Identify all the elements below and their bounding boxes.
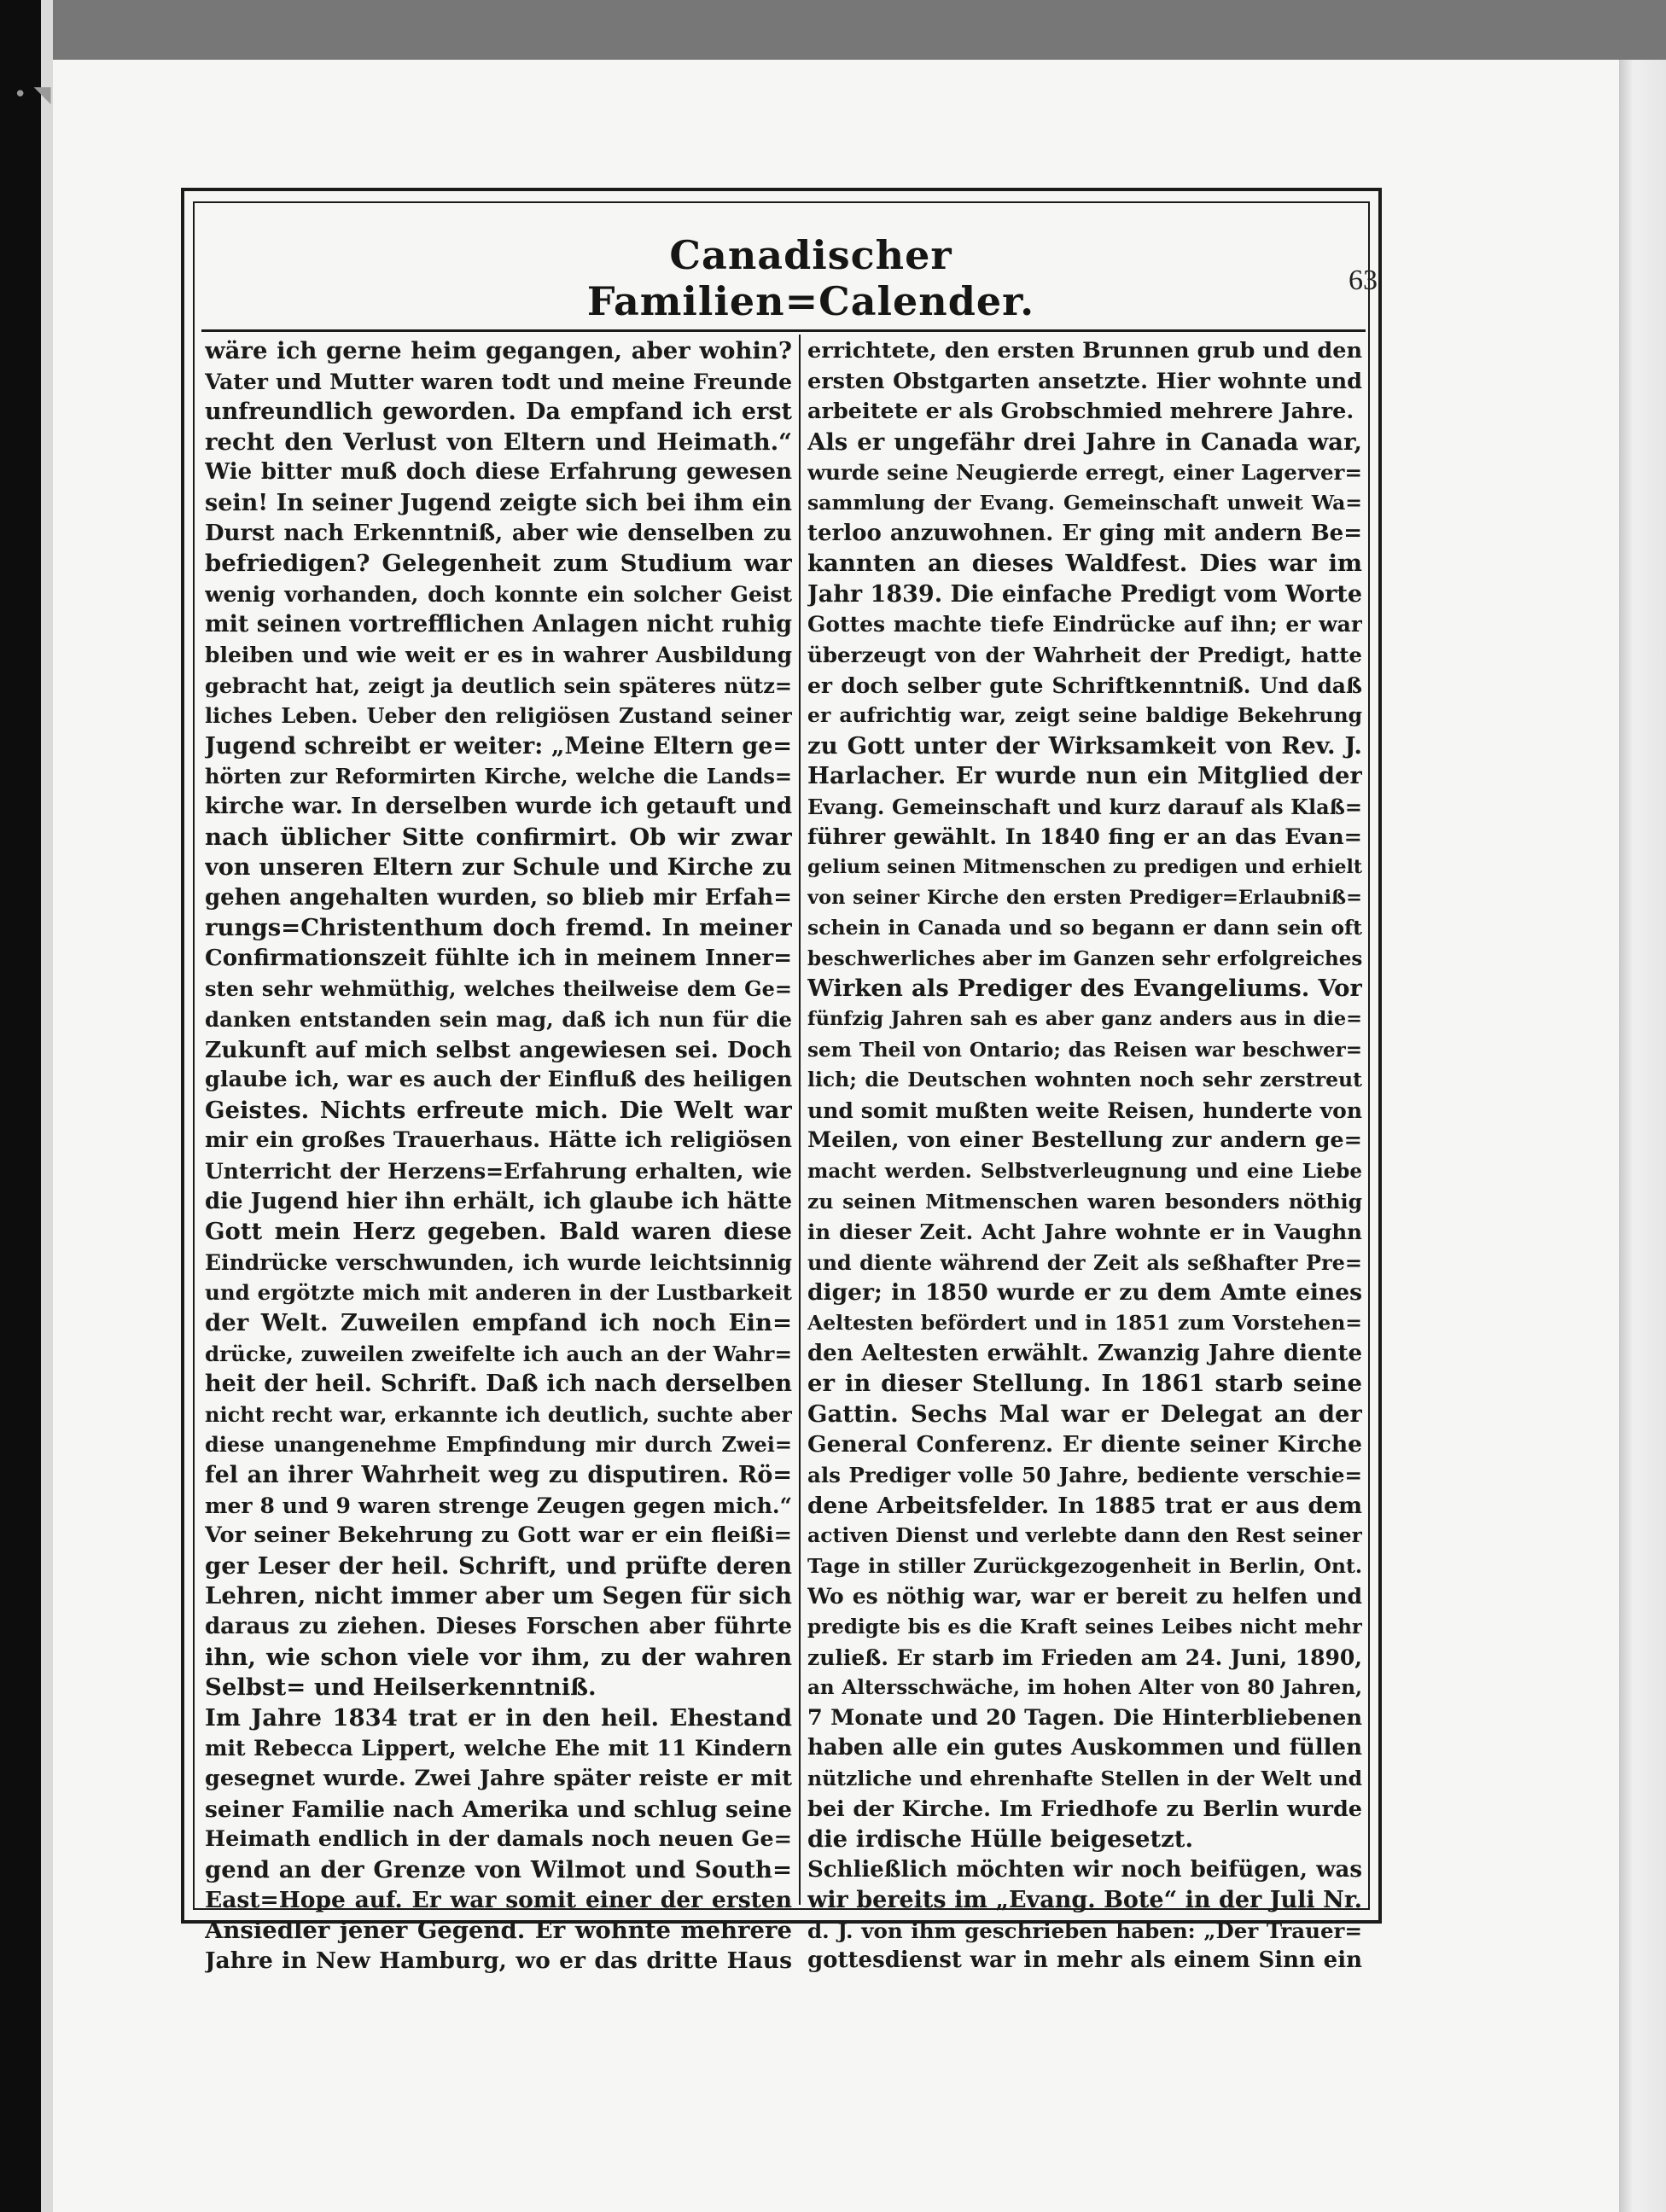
text-line: Wirken als Prediger des Evangeliums. Vor [807, 975, 1362, 1003]
text-line: bleiben und wie weit er es in wahrer Ausbildung [205, 642, 792, 667]
text-line: zu seinen Mitmenschen waren besonders nöthig [807, 1189, 1362, 1214]
text-line: diese unangenehme Empfindung mir durch Zwei= [205, 1432, 792, 1458]
text-line: als Prediger volle 50 Jahre, bediente verschie= [807, 1462, 1362, 1487]
scan-background-top [53, 0, 1666, 60]
text-line: recht den Verlust von Eltern und Heimath.“ [205, 428, 792, 456]
text-line: bei der Kirche. Im Friedhofe zu Berlin wurde [807, 1796, 1362, 1822]
text-line: terloo anzuwohnen. Er ging mit andern Be= [807, 520, 1362, 546]
text-line: gehen angehalten wurden, so blieb mir Erfah= [205, 884, 792, 911]
text-line: heit der heil. Schrift. Daß ich nach derselben [205, 1371, 792, 1398]
text-line: errichtete, den ersten Brunnen grub und den [807, 338, 1362, 364]
text-line: activen Dienst und verlebte dann den Rest seiner [807, 1523, 1362, 1548]
text-line: East=Hope auf. Er war somit einer der ersten [205, 1887, 792, 1914]
text-line: rungs=Christenthum doch fremd. In meiner [205, 914, 792, 942]
text-line: Selbst= und Heilserkenntniß. [205, 1674, 597, 1702]
text-line: die irdische Hülle beigesetzt. [807, 1825, 1194, 1854]
text-line: Aeltesten befördert und in 1851 zum Vorstehen= [807, 1311, 1362, 1335]
text-line: gend an der Grenze von Wilmot und South= [205, 1855, 792, 1883]
text-line: überzeugt von der Wahrheit der Predigt, hatte [807, 642, 1362, 667]
text-line: Meilen, von einer Bestellung zur andern ge= [807, 1127, 1362, 1154]
text-line: arbeitete er als Grobschmied mehrere Jahre. [807, 399, 1354, 425]
text-line: Wo es nöthig war, war er bereit zu helfen und [807, 1584, 1362, 1610]
text-line: Durst nach Erkenntniß, aber wie denselben zu [205, 520, 792, 546]
text-line: die Jugend hier ihn erhält, ich glaube ich hätte [205, 1188, 792, 1214]
text-line: Vater und Mutter waren todt und meine Freunde [205, 369, 792, 394]
text-line: ger Leser der heil. Schrift, und prüfte deren [205, 1551, 792, 1580]
text-line: gebracht hat, zeigt ja deutlich sein späteres nütz= [205, 672, 792, 698]
text-line: Zukunft auf mich selbst angewiesen sei. Doch [205, 1036, 792, 1063]
text-line: liches Leben. Ueber den religiösen Zustand seiner [205, 703, 792, 729]
text-line: Evang. Gemeinschaft und kurz darauf als Klaß= [807, 794, 1362, 819]
text-line: sem Theil von Ontario; das Reisen war beschwer= [807, 1038, 1362, 1062]
text-line: Unterricht der Herzens=Erfahrung erhalten, wie [205, 1159, 792, 1185]
text-line: der Welt. Zuweilen empfand ich noch Ein= [205, 1309, 792, 1336]
text-line: zuließ. Er starb im Frieden am 24. Juni, 1890, [807, 1644, 1362, 1670]
scan-border-left [0, 0, 41, 2212]
text-line: Geistes. Nichts erfreute mich. Die Welt war [205, 1096, 792, 1124]
text-line: Gattin. Sechs Mal war er Delegat an der [807, 1400, 1362, 1428]
text-line: diger; in 1850 wurde er zu dem Amte eines [807, 1279, 1362, 1307]
text-line: Tage in stiller Zurückgezogenheit in Berlin, Ont. [807, 1553, 1362, 1578]
header-rule [201, 329, 1366, 332]
text-line: kirche war. In derselben wurde ich getauft und [205, 793, 792, 819]
scan-speck-mark: • ◥ [14, 82, 51, 108]
text-line: glaube ich, war es auch der Einfluß des heiligen [205, 1067, 792, 1093]
text-line: danken entstanden sein mag, daß ich nun für die [205, 1007, 792, 1033]
text-line: Vor seiner Bekehrung zu Gott war er ein fleißi= [205, 1522, 792, 1549]
text-line: Schließlich möchten wir noch beifügen, was [807, 1856, 1362, 1883]
text-line: mir ein großes Trauerhaus. Hätte ich religiösen [205, 1127, 792, 1154]
text-line: Confirmationszeit fühlte ich in meinem Inner= [205, 945, 792, 971]
text-line: dene Arbeitsfelder. In 1885 trat er aus dem [807, 1492, 1362, 1519]
text-line: zu Gott unter der Wirksamkeit von Rev. J. [807, 731, 1362, 760]
text-line: beschwerliches aber im Ganzen sehr erfolgreiches [807, 946, 1362, 970]
text-line: Als er ungefähr drei Jahre in Canada war, [807, 428, 1362, 456]
text-line: daraus zu ziehen. Dieses Forschen aber führte [205, 1613, 792, 1639]
scan-gutter [41, 0, 53, 2212]
text-line: macht werden. Selbstverleugnung und eine Liebe [807, 1160, 1362, 1184]
page-edge-shadow [1619, 60, 1666, 2212]
text-line: predigte bis es die Kraft seines Leibes nicht mehr [807, 1615, 1362, 1639]
text-line: Ansiedler jener Gegend. Er wohnte mehrere [205, 1916, 792, 1944]
text-column-right [807, 336, 1362, 1976]
text-line: von seiner Kirche den ersten Prediger=Erlaubniß= [807, 886, 1362, 909]
text-line: gelium seinen Mitmenschen zu predigen und erhielt [807, 856, 1362, 879]
text-line: seiner Familie nach Amerika und schlug seine [205, 1796, 792, 1823]
text-line: an Altersschwäche, im hohen Alter von 80 Jahren, [807, 1676, 1362, 1700]
text-line: kannten an dieses Waldfest. Dies war im [807, 550, 1362, 578]
column-divider [799, 335, 801, 1905]
text-line: fel an ihrer Wahrheit weg zu disputiren. Rö= [205, 1461, 792, 1488]
text-line: unfreundlich geworden. Da empfand ich erst [205, 399, 792, 426]
text-line: mit Rebecca Lippert, welche Ehe mit 11 Kindern [205, 1736, 792, 1761]
text-line: er in dieser Stellung. In 1861 starb seine [807, 1370, 1362, 1398]
text-line: drücke, zuweilen zweifelte ich auch an der Wahr= [205, 1341, 792, 1366]
text-line: Jugend schreibt er weiter: „Meine Eltern ge= [205, 732, 792, 760]
text-line: wurde seine Neugierde erregt, einer Lagerver= [807, 460, 1362, 486]
text-line: wir bereits im „Evang. Bote“ in der Juli Nr. [807, 1887, 1362, 1914]
text-line: gesegnet wurde. Zwei Jahre später reiste er mit [205, 1765, 792, 1791]
text-line: er doch selber gute Schriftkenntniß. Und daß [807, 672, 1362, 698]
text-line: hörten zur Reformirten Kirche, welche die Lands= [205, 764, 792, 789]
text-line: und ergötzte mich mit anderen in der Lustbarkeit [205, 1280, 792, 1306]
text-line: ihn, wie schon viele vor ihm, zu der wahren [205, 1643, 792, 1671]
text-line: wenig vorhanden, doch konnte ein solcher Geist [205, 581, 792, 607]
text-line: er aufrichtig war, zeigt seine baldige Bekehrung [807, 703, 1362, 728]
text-line: nach üblicher Sitte confirmirt. Ob wir zwar [205, 823, 792, 851]
text-line: und somit mußten weite Reisen, hunderte von [807, 1097, 1362, 1123]
text-line: ersten Obstgarten ansetzte. Hier wohnte und [807, 368, 1362, 394]
text-line: haben alle ein gutes Auskommen und füllen [807, 1735, 1362, 1761]
text-line: Gottes machte tiefe Eindrücke auf ihn; er war [807, 612, 1362, 637]
text-line: Heimath endlich in der damals noch neuen Ge= [205, 1826, 792, 1853]
text-line: Jahre in New Hamburg, wo er das dritte Haus [205, 1947, 792, 1975]
text-line: Im Jahre 1834 trat er in den heil. Ehestand [205, 1703, 792, 1732]
text-line: nützliche und ehrenhafte Stellen in der Welt und [807, 1766, 1362, 1790]
text-line: führer gewählt. In 1840 fing er an das Evan= [807, 824, 1362, 850]
text-line: sein! In seiner Jugend zeigte sich bei ihm ein [205, 489, 792, 516]
text-line: mit seinen vortrefflichen Anlagen nicht ruhig [205, 611, 792, 638]
text-line: sammlung der Evang. Gemeinschaft unweit Wa= [807, 490, 1362, 515]
text-line: befriedigen? Gelegenheit zum Studium war [205, 550, 792, 578]
text-line: Jahr 1839. Die einfache Predigt vom Worte [807, 580, 1362, 608]
text-line: den Aeltesten erwählt. Zwanzig Jahre diente [807, 1340, 1362, 1366]
running-header-title: Canadischer Familien=Calender. [586, 232, 1035, 324]
text-line: 7 Monate und 20 Tagen. Die Hinterbliebenen [807, 1704, 1362, 1731]
page-number: 63 [1349, 265, 1378, 296]
text-line: General Conferenz. Er diente seiner Kirche [807, 1431, 1362, 1458]
text-line: nicht recht war, erkannte ich deutlich, suchte aber [205, 1401, 792, 1427]
text-line: Wie bitter muß doch diese Erfahrung gewesen [205, 459, 792, 486]
text-line: und diente während der Zeit als seßhafter Pre= [807, 1249, 1362, 1275]
text-line: fünfzig Jahren sah es aber ganz anders aus in die= [807, 1008, 1362, 1031]
text-line: Eindrücke verschwunden, ich wurde leichtsinnig [205, 1249, 792, 1275]
text-line: d. J. von ihm geschrieben haben: „Der Trauer= [807, 1918, 1362, 1943]
text-column-left [205, 336, 792, 1976]
text-line: Harlacher. Er wurde nun ein Mitglied der [807, 762, 1362, 790]
text-line: Lehren, nicht immer aber um Segen für sich [205, 1582, 792, 1610]
text-line: sten sehr wehmüthig, welches theilweise dem Ge= [205, 976, 792, 1002]
text-line: mer 8 und 9 waren strenge Zeugen gegen mich.“ [205, 1493, 792, 1518]
text-line: lich; die Deutschen wohnten noch sehr zerstreut [807, 1068, 1362, 1092]
text-line: von unseren Eltern zur Schule und Kirche zu [205, 854, 792, 882]
text-line: in dieser Zeit. Acht Jahre wohnte er in Vaughn [807, 1220, 1362, 1245]
text-line: schein in Canada und so begann er dann sein oft [807, 916, 1362, 940]
text-line: wäre ich gerne heim gegangen, aber wohin? [205, 337, 792, 364]
text-line: Gott mein Herz gegeben. Bald waren diese [205, 1218, 792, 1246]
text-line: gottesdienst war in mehr als einem Sinn ein [807, 1947, 1362, 1974]
